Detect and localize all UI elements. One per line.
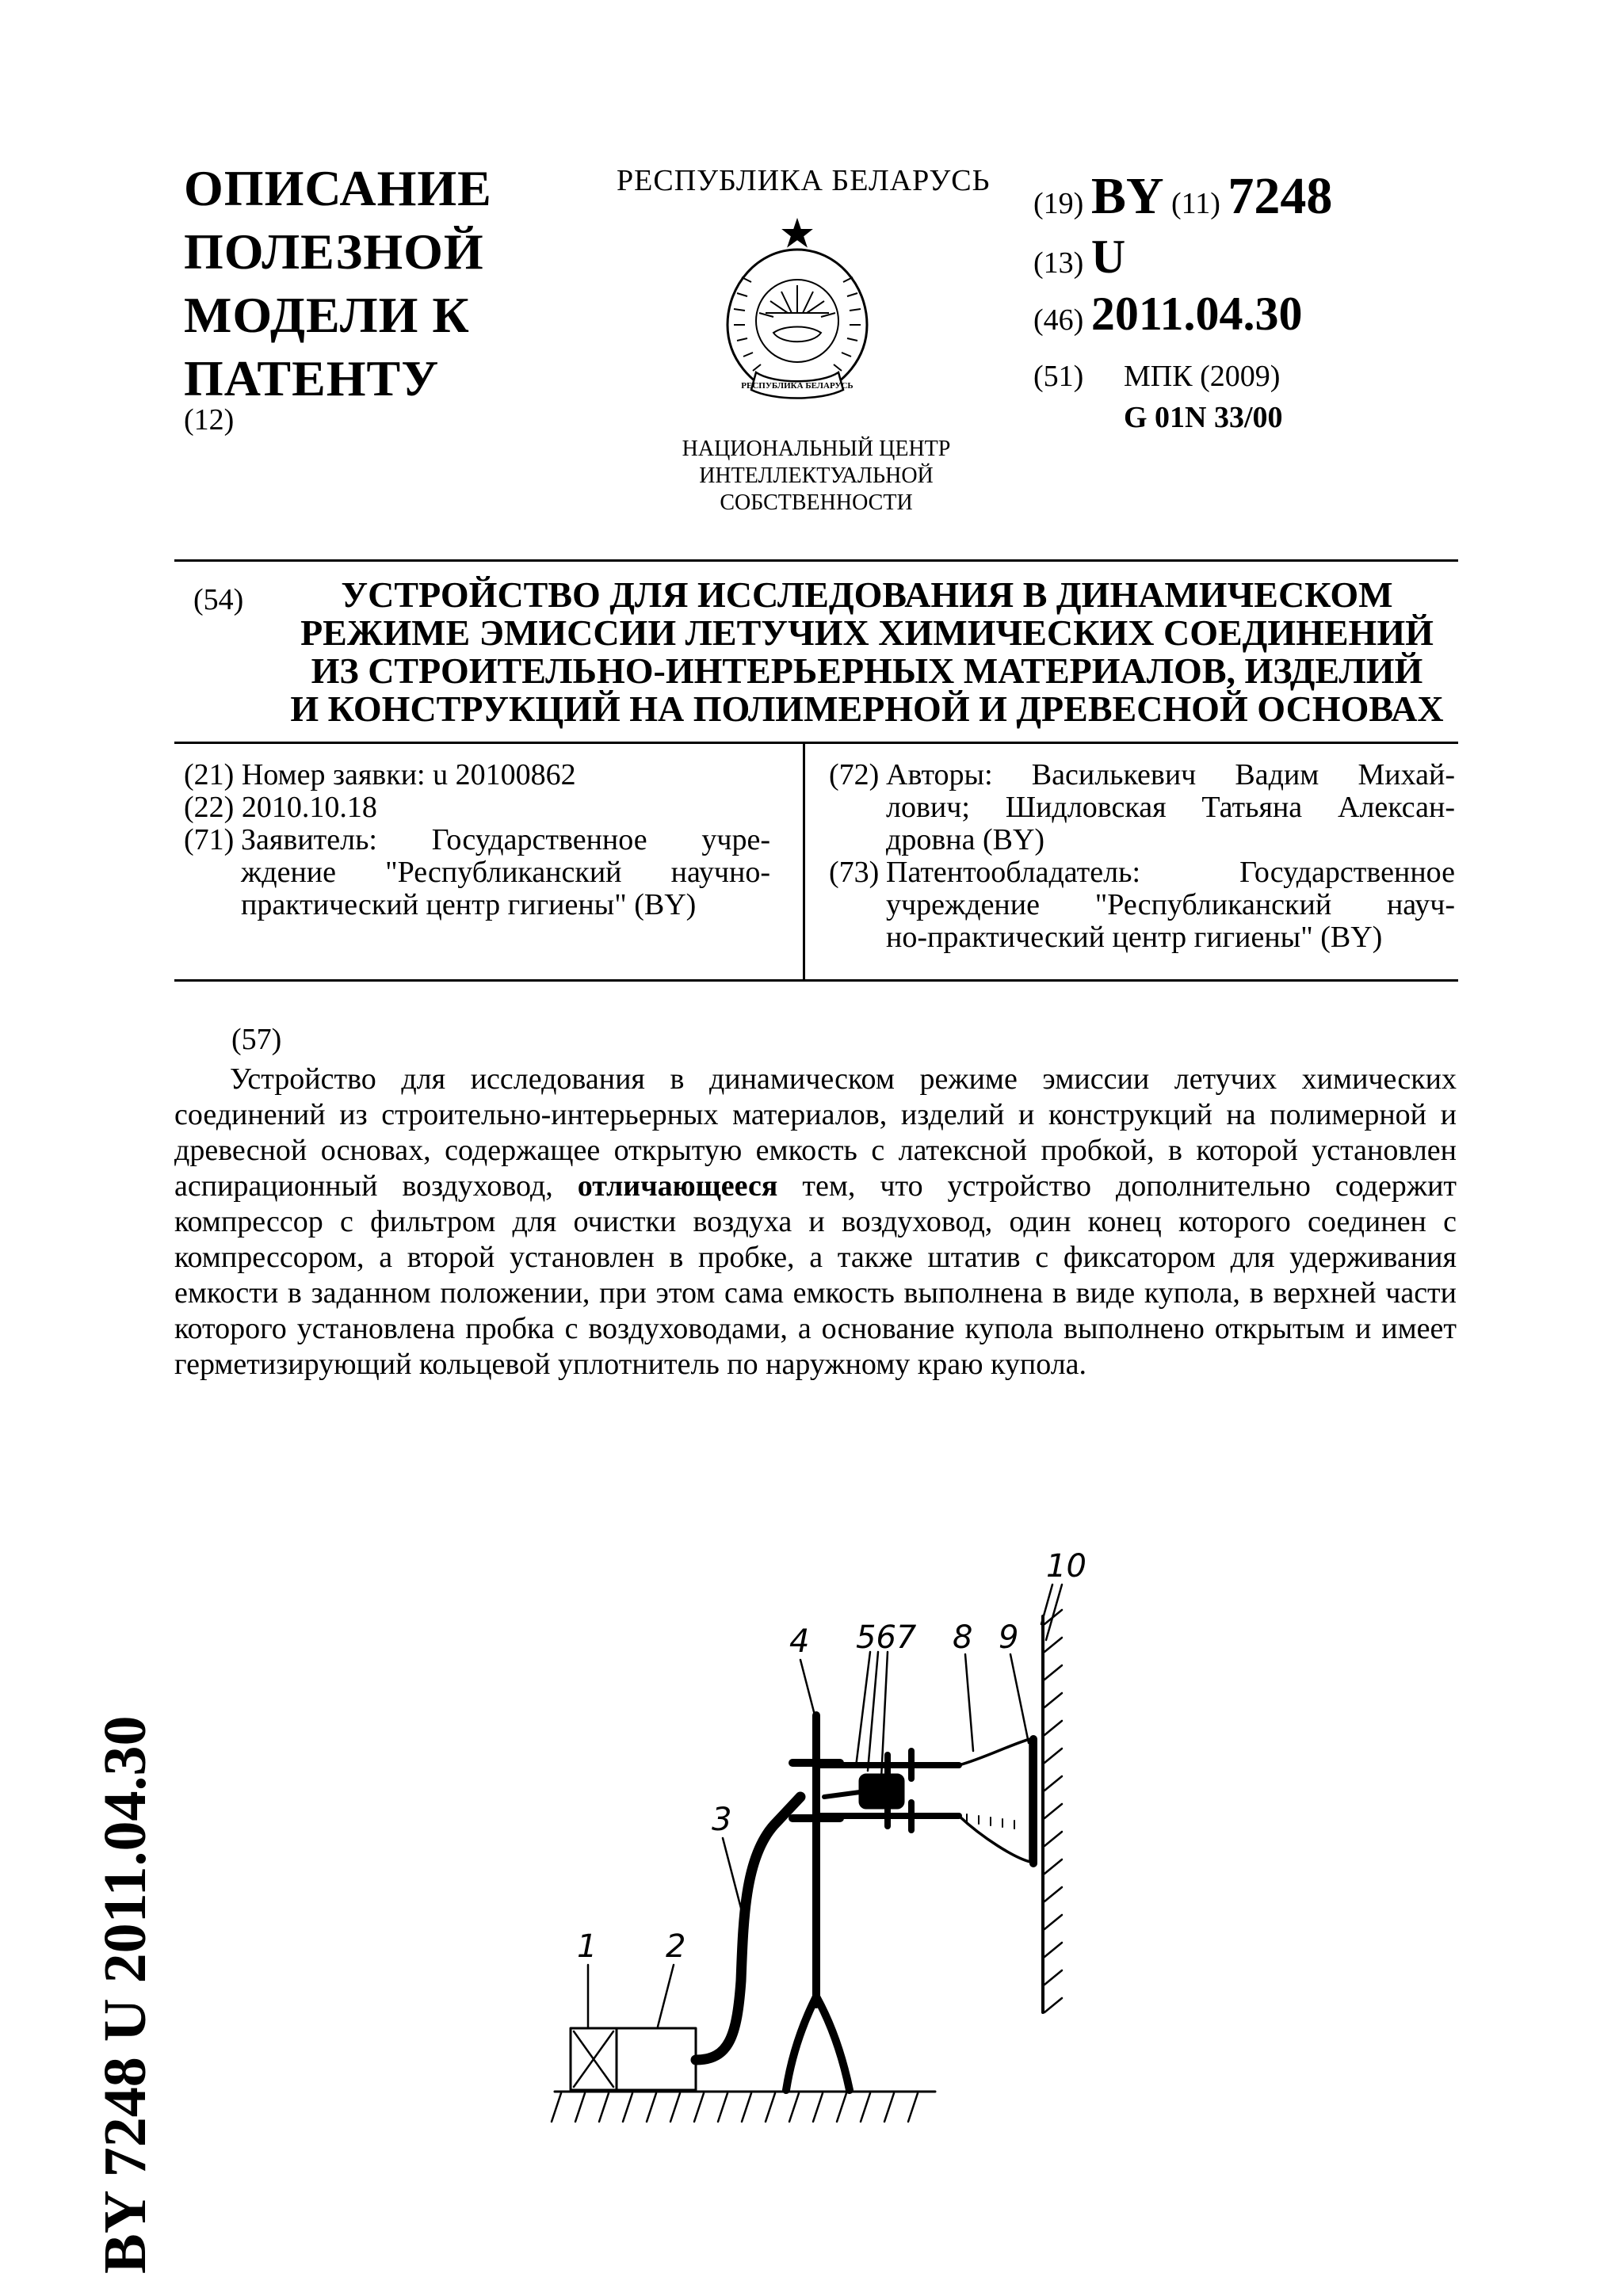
code-19-row	[1033, 166, 1332, 227]
country-code: BY	[1090, 167, 1164, 225]
code-13-row	[1033, 230, 1125, 284]
dome-hatching	[967, 1814, 1014, 1829]
side-document-id: BY 7248 U 2011.04.30	[92, 1715, 158, 2274]
figure-label: 567	[856, 1619, 917, 1656]
wall-hatching	[1044, 1610, 1062, 2012]
title-line-1: ОПИСАНИЕ	[184, 160, 492, 216]
figure-label: 9	[999, 1619, 1019, 1656]
title-line-4: ПАТЕНТУ	[184, 350, 440, 406]
inid-11: (11)	[1171, 187, 1220, 220]
inid-71: (71)	[184, 823, 235, 856]
code-12: (12)	[184, 403, 235, 437]
inid-73: (73)	[829, 856, 880, 889]
latex-plug	[860, 1775, 903, 1808]
ipc-class: G 01N 33/00	[1124, 401, 1283, 434]
ipc-edition: МПК (2009)	[1124, 360, 1281, 393]
abstract-text-part2: тем, что устройство дополнительно содержит компрессор с фильтром для очистки воздуха и воздуховод, один конец которого соединен с компрессором, а второй установлен в пробке, а также штатив с фиксатором для удерживания емкости в заданном положении, при этом сама емкость выполнена в виде купола, в верхней части которого установлена пробка с воздуховодами, а основание купола выполнено открытым и имеет герметизирующий кольцевой уплотнитель по наружному краю купола.	[174, 1169, 1457, 1381]
field-22	[184, 791, 770, 824]
inid-54: (54)	[193, 583, 244, 616]
inid-51: (51)	[1033, 360, 1084, 393]
figure-label: 4	[789, 1623, 810, 1660]
figure-label: 8	[953, 1619, 973, 1656]
patentee-line: но-практический центр гигиены" (BY)	[886, 921, 1383, 954]
title-line-3: МОДЕЛИ К	[184, 287, 470, 343]
figure-label: 3	[712, 1802, 732, 1838]
stand-leg-right	[816, 1997, 850, 2090]
abstract-text-part1: Устройство для исследования в динамическом режиме эмиссии летучих химических соединений из строительно-интерьерных материалов, изделий и конструкций на полимерной и древесной основах, содержащее открытую емкость с латексной пробкой, в которой установлен аспирационный воздуховод,	[174, 1062, 1457, 1203]
applicant-line: практический центр гигиены" (BY)	[241, 888, 697, 921]
compressor-box	[617, 2028, 696, 2090]
abstract-key-word: отличающееся	[577, 1169, 778, 1203]
office-line-1: НАЦИОНАЛЬНЫЙ ЦЕНТР	[682, 437, 951, 461]
invention-title	[273, 576, 1461, 728]
state-emblem-icon	[710, 214, 884, 412]
inid-19: (19)	[1033, 187, 1084, 220]
figure-label: 10	[1046, 1548, 1086, 1585]
figure-label: 1	[577, 1928, 598, 1965]
authors-line: Авторы: Василькевич Вадим Михай-	[886, 758, 1455, 791]
field-71	[184, 824, 770, 921]
applicant-line: Заявитель: Государственное учре-	[241, 823, 770, 856]
title-line-2: ПОЛЕЗНОЙ	[184, 223, 484, 280]
application-number: Номер заявки: u 20100862	[241, 758, 576, 791]
invention-title-line: УСТРОЙСТВО ДЛЯ ИССЛЕДОВАНИЯ В ДИНАМИЧЕСКОМ	[341, 574, 1393, 615]
document-type-title	[184, 157, 492, 410]
biblio-left	[184, 759, 770, 921]
inid-46: (46)	[1033, 303, 1084, 337]
code-46-row	[1033, 287, 1303, 341]
ground-hatching	[552, 2093, 918, 2122]
field-21	[184, 759, 770, 791]
authors-line: лович; Шидловская Татьяна Алексан-	[886, 791, 1455, 824]
device-drawing	[539, 1505, 1125, 2123]
biblio-right	[829, 759, 1455, 954]
office-line-3: СОБСТВЕННОСТИ	[720, 490, 913, 515]
invention-title-line: ИЗ СТРОИТЕЛЬНО-ИНТЕРЬЕРНЫХ МАТЕРИАЛОВ, ИЗДЕЛИЙ	[311, 650, 1423, 691]
figure-label: 2	[666, 1928, 686, 1965]
office-line-2: ИНТЕЛЛЕКТУАЛЬНОЙ	[699, 463, 934, 488]
publication-date: 2011.04.30	[1090, 288, 1303, 340]
patentee-line: учреждение "Республиканский науч-	[886, 888, 1455, 921]
kind-code: U	[1090, 231, 1126, 283]
divider-bottom	[174, 979, 1458, 982]
authors-line: дровна (BY)	[886, 823, 1045, 856]
filing-date: 2010.10.18	[241, 791, 377, 824]
divider-top	[174, 559, 1458, 562]
abstract-paragraph	[174, 1062, 1457, 1383]
invention-title-line: И КОНСТРУКЦИЙ НА ПОЛИМЕРНОЙ И ДРЕВЕСНОЙ ОСНОВАХ	[290, 688, 1444, 729]
emblem-ribbon-text: РЕСПУБЛИКА БЕЛАРУСЬ	[741, 381, 854, 391]
column-divider	[803, 743, 805, 981]
inid-57: (57)	[231, 1023, 282, 1056]
inid-21: (21)	[184, 758, 235, 791]
divider-middle	[174, 742, 1458, 744]
field-72	[829, 759, 1455, 856]
dome	[911, 1739, 1030, 1862]
republic-name: РЕСПУБЛИКА БЕЛАРУСЬ	[617, 164, 991, 197]
invention-title-line: РЕЖИМЕ ЭМИССИИ ЛЕТУЧИХ ХИМИЧЕСКИХ СОЕДИНЕНИЙ	[300, 612, 1434, 653]
patent-office	[650, 436, 983, 517]
patent-number: 7248	[1228, 167, 1333, 225]
abstract	[174, 1062, 1457, 1383]
inid-22: (22)	[184, 791, 235, 824]
field-73	[829, 856, 1455, 954]
patentee-line: Патентообладатель: Государственное	[886, 856, 1455, 889]
applicant-line: ждение "Республиканский научно-	[241, 856, 770, 889]
stand-leg-left	[786, 1997, 816, 2090]
inid-72: (72)	[829, 758, 880, 791]
inid-13: (13)	[1033, 246, 1084, 280]
